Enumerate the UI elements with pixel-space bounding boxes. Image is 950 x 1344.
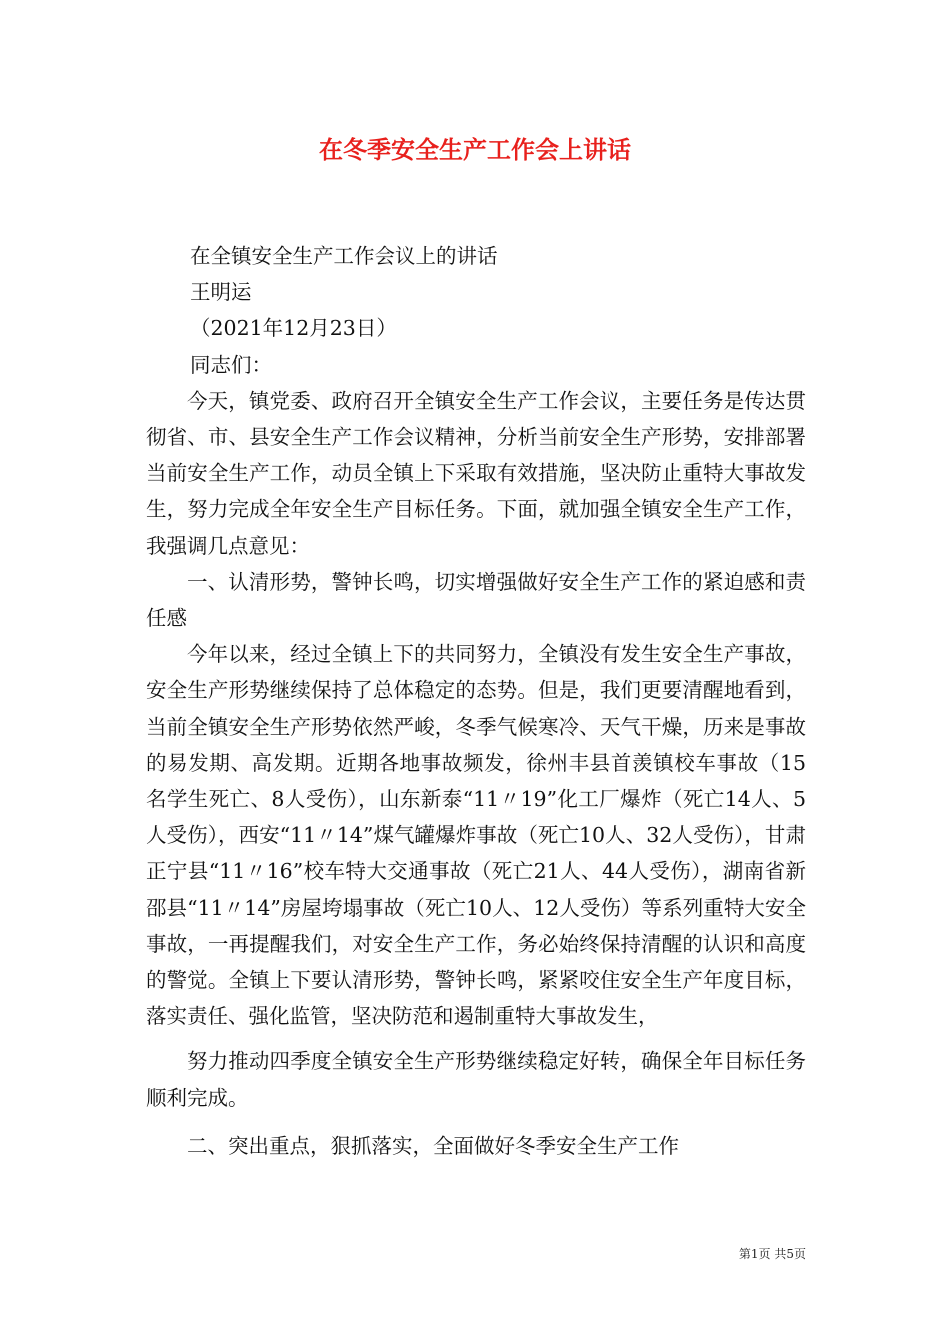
current-page: 1 xyxy=(750,1247,759,1261)
paragraph-goal: 努力推动四季度全镇安全生产形势继续稳定好转，确保全年目标任务顺利完成。 xyxy=(146,1049,806,1110)
document-title: 在冬季安全生产工作会上讲话 xyxy=(319,136,631,164)
total-pages: 5 xyxy=(786,1247,794,1261)
speech-subtitle: 在全镇安全生产工作会议上的讲话 xyxy=(190,244,498,268)
paragraph-situation: 今年以来，经过全镇上下的共同努力，全镇没有发生安全生产事故，安全生产形势继续保持了总体稳定的态势。但是，我们更要清醒地看到，当前全镇安全生产形势依然严峻，冬季气候寒冷、天气干燥，历来是事故的易发期、高发期。近期各地事故频发，徐州丰县首羡镇校车事故（15名学生死亡、8人受伤），山东新泰“11〃19”化工厂爆炸（死亡14人、5人受伤），西安“11〃14”煤气罐爆炸事故（死亡10人、32人受伤），甘肃正宁县“11〃16”校车特大交通事故（死亡21人、44人受伤），湖南省新邵县“11〃14”房屋垮塌事故（死亡10人、12人受伤）等系列重特大安全事故，一再提醒我们，对安全生产工作，务必始终保持清醒的认识和高度的警觉。全镇上下要认清形势，警钟长鸣，紧紧咬住安全生产年度目标，落实责任、强化监管，坚决防范和遏制重特大事故发生， xyxy=(146,642,806,1029)
section-heading-2: 二、突出重点，狠抓落实，全面做好冬季安全生产工作 xyxy=(187,1133,679,1158)
section-heading-1: 一、认清形势，警钟长鸣，切实增强做好安全生产工作的紧迫感和责任感 xyxy=(146,569,806,631)
salutation: 同志们： xyxy=(190,352,272,377)
paragraph-intro: 今天，镇党委、政府召开全镇安全生产工作会议，主要任务是传达贯彻省、市、县安全生产工作会议精神，分析当前安全生产形势，安排部署当前安全生产工作，动员全镇上下采取有效措施，坚决防止重特大事故发生，努力完成全年安全生产目标任务。下面，就加强全镇安全生产工作，我强调几点意见： xyxy=(146,388,806,558)
page-suffix: 页 xyxy=(793,1247,806,1261)
page-middle: 页 共 xyxy=(758,1247,787,1261)
speaker-name: 王明运 xyxy=(190,280,252,305)
page-number xyxy=(0,1244,806,1264)
document-body xyxy=(146,238,806,1164)
speech-date: （2021年12月23日） xyxy=(190,316,397,341)
page-prefix: 第 xyxy=(738,1247,751,1261)
